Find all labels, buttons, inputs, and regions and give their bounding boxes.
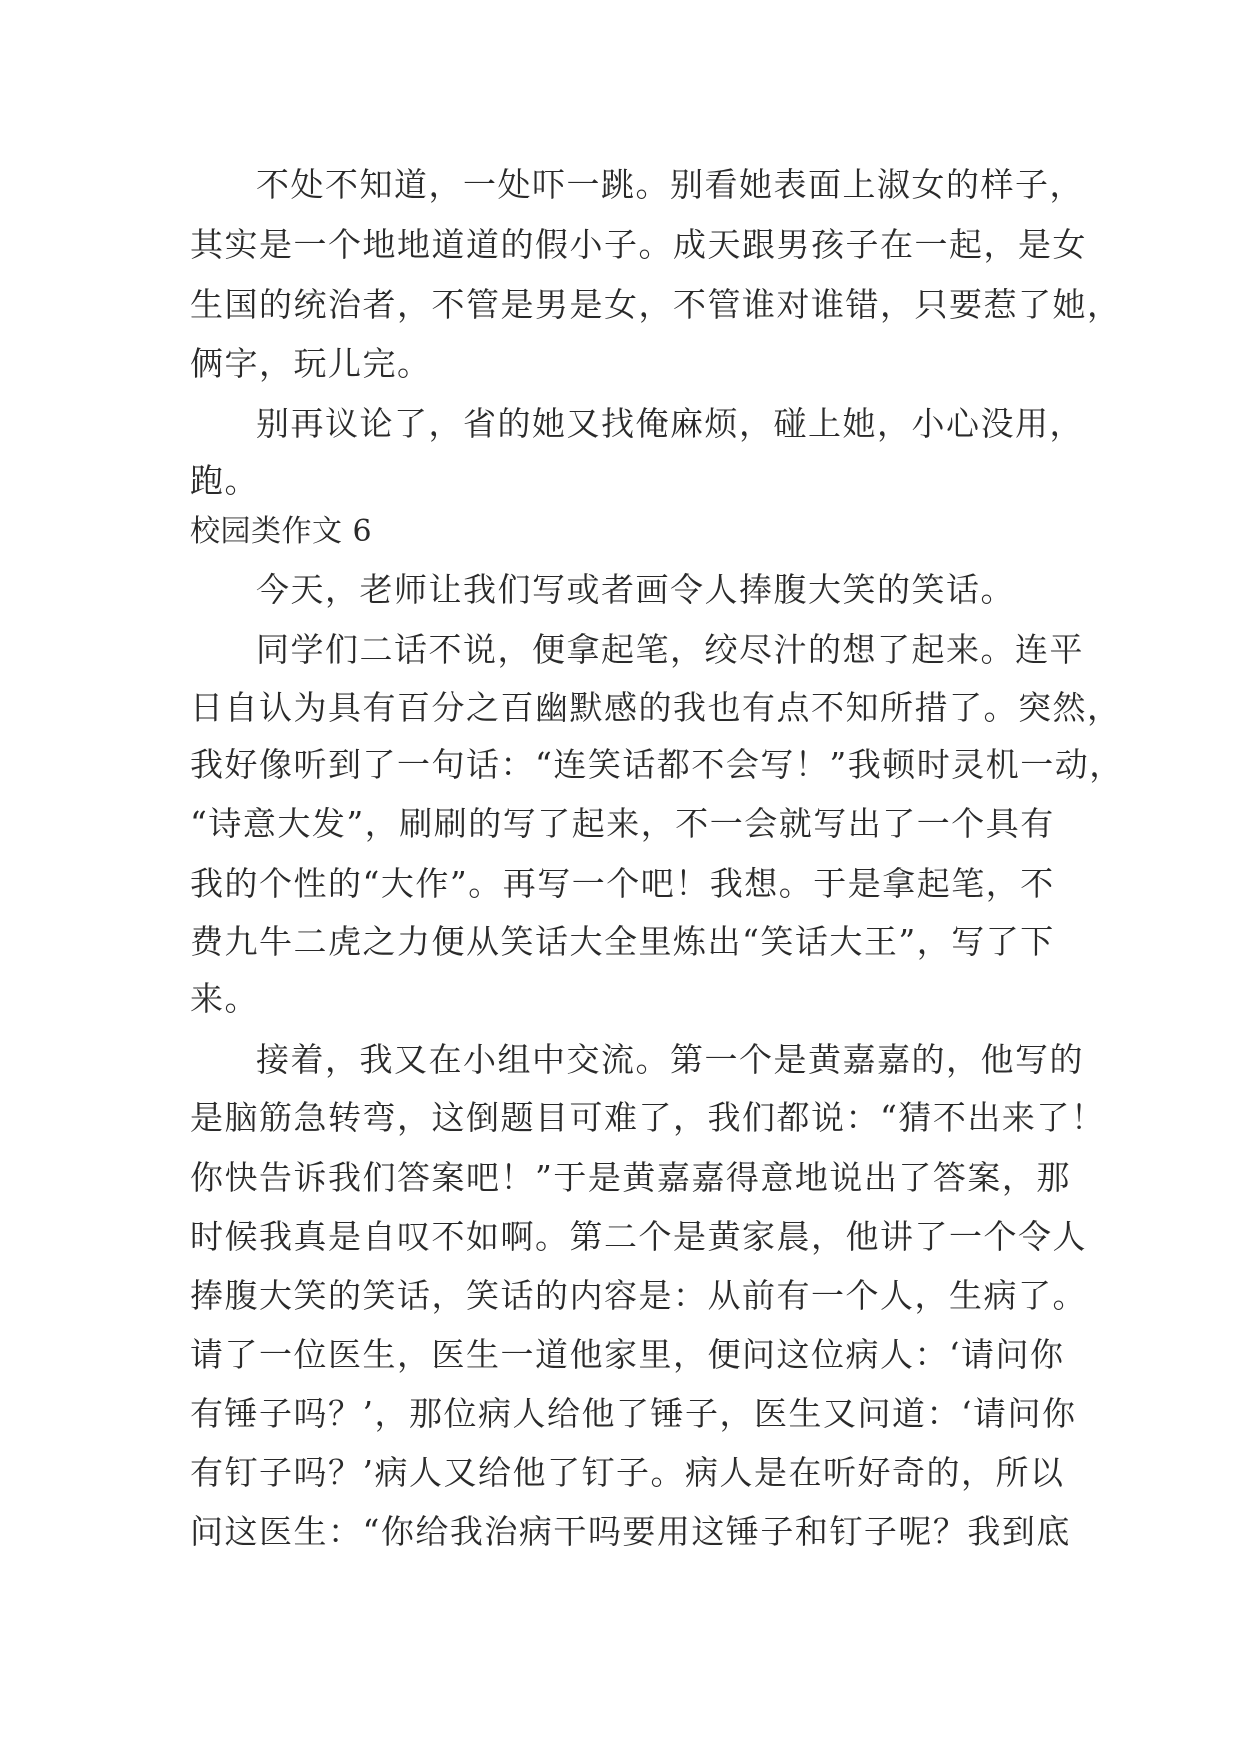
paragraph-line: 接着，我又在小组中交流。第一个是黄嘉嘉的，他写的 — [256, 1040, 1084, 1079]
paragraph-line: 时候我真是自叹不如啊。第二个是黄家晨，他讲了一个令人 — [190, 1217, 1087, 1256]
paragraph-line: 我的个性的“大作”。再写一个吧！我想。于是拿起笔，不 — [190, 864, 1055, 903]
paragraph-line: 问这医生：“你给我治病干吗要用这锤子和钉子呢？我到底 — [190, 1512, 1071, 1551]
paragraph-line: 日自认为具有百分之百幽默感的我也有点不知所措了。突然， — [190, 688, 1122, 727]
paragraph-line: 是脑筋急转弯，这倒题目可难了，我们都说：“猜不出来了！ — [190, 1098, 1106, 1137]
paragraph-line: 请了一位医生，医生一道他家里，便问这位病人：‘请问你 — [190, 1335, 1065, 1374]
paragraph-line: 不处不知道，一处吓一跳。别看她表面上淑女的样子， — [256, 165, 1084, 204]
paragraph-line: 生国的统治者，不管是男是女，不管谁对谁错，只要惹了她， — [190, 285, 1122, 324]
paragraph-line: 同学们二话不说，便拿起笔，绞尽汁的想了起来。连平 — [256, 630, 1084, 669]
paragraph-line: 别再议论了，省的她又找俺麻烦，碰上她，小心没用， — [256, 404, 1084, 443]
section-heading: 校园类作文 6 — [190, 514, 373, 549]
paragraph-line: 其实是一个地地道道的假小子。成天跟男孩子在一起，是女 — [190, 225, 1087, 264]
paragraph-line: 俩字，玩儿完。 — [190, 344, 432, 383]
paragraph-line: 有锤子吗？’，那位病人给他了锤子，医生又问道：‘请问你 — [190, 1394, 1077, 1433]
paragraph-line: 来。 — [190, 979, 259, 1018]
paragraph-line: 费九牛二虎之力便从笑话大全里炼出“笑话大王”，写了下 — [190, 922, 1055, 961]
paragraph-line: 我好像听到了一句话：“连笑话都不会写！”我顿时灵机一动， — [190, 745, 1124, 784]
paragraph-line: 你快告诉我们答案吧！”于是黄嘉嘉得意地说出了答案，那 — [190, 1158, 1071, 1197]
paragraph-line: 有钉子吗？’病人又给他了钉子。病人是在听好奇的，所以 — [190, 1453, 1065, 1492]
paragraph-line: 跑。 — [190, 461, 259, 500]
paragraph-line: 捧腹大笑的笑话，笑话的内容是：从前有一个人，生病了。 — [190, 1276, 1087, 1315]
paragraph-line: “诗意大发”，刷刷的写了起来，不一会就写出了一个具有 — [190, 804, 1055, 843]
paragraph-line: 今天，老师让我们写或者画令人捧腹大笑的笑话。 — [256, 570, 1015, 609]
